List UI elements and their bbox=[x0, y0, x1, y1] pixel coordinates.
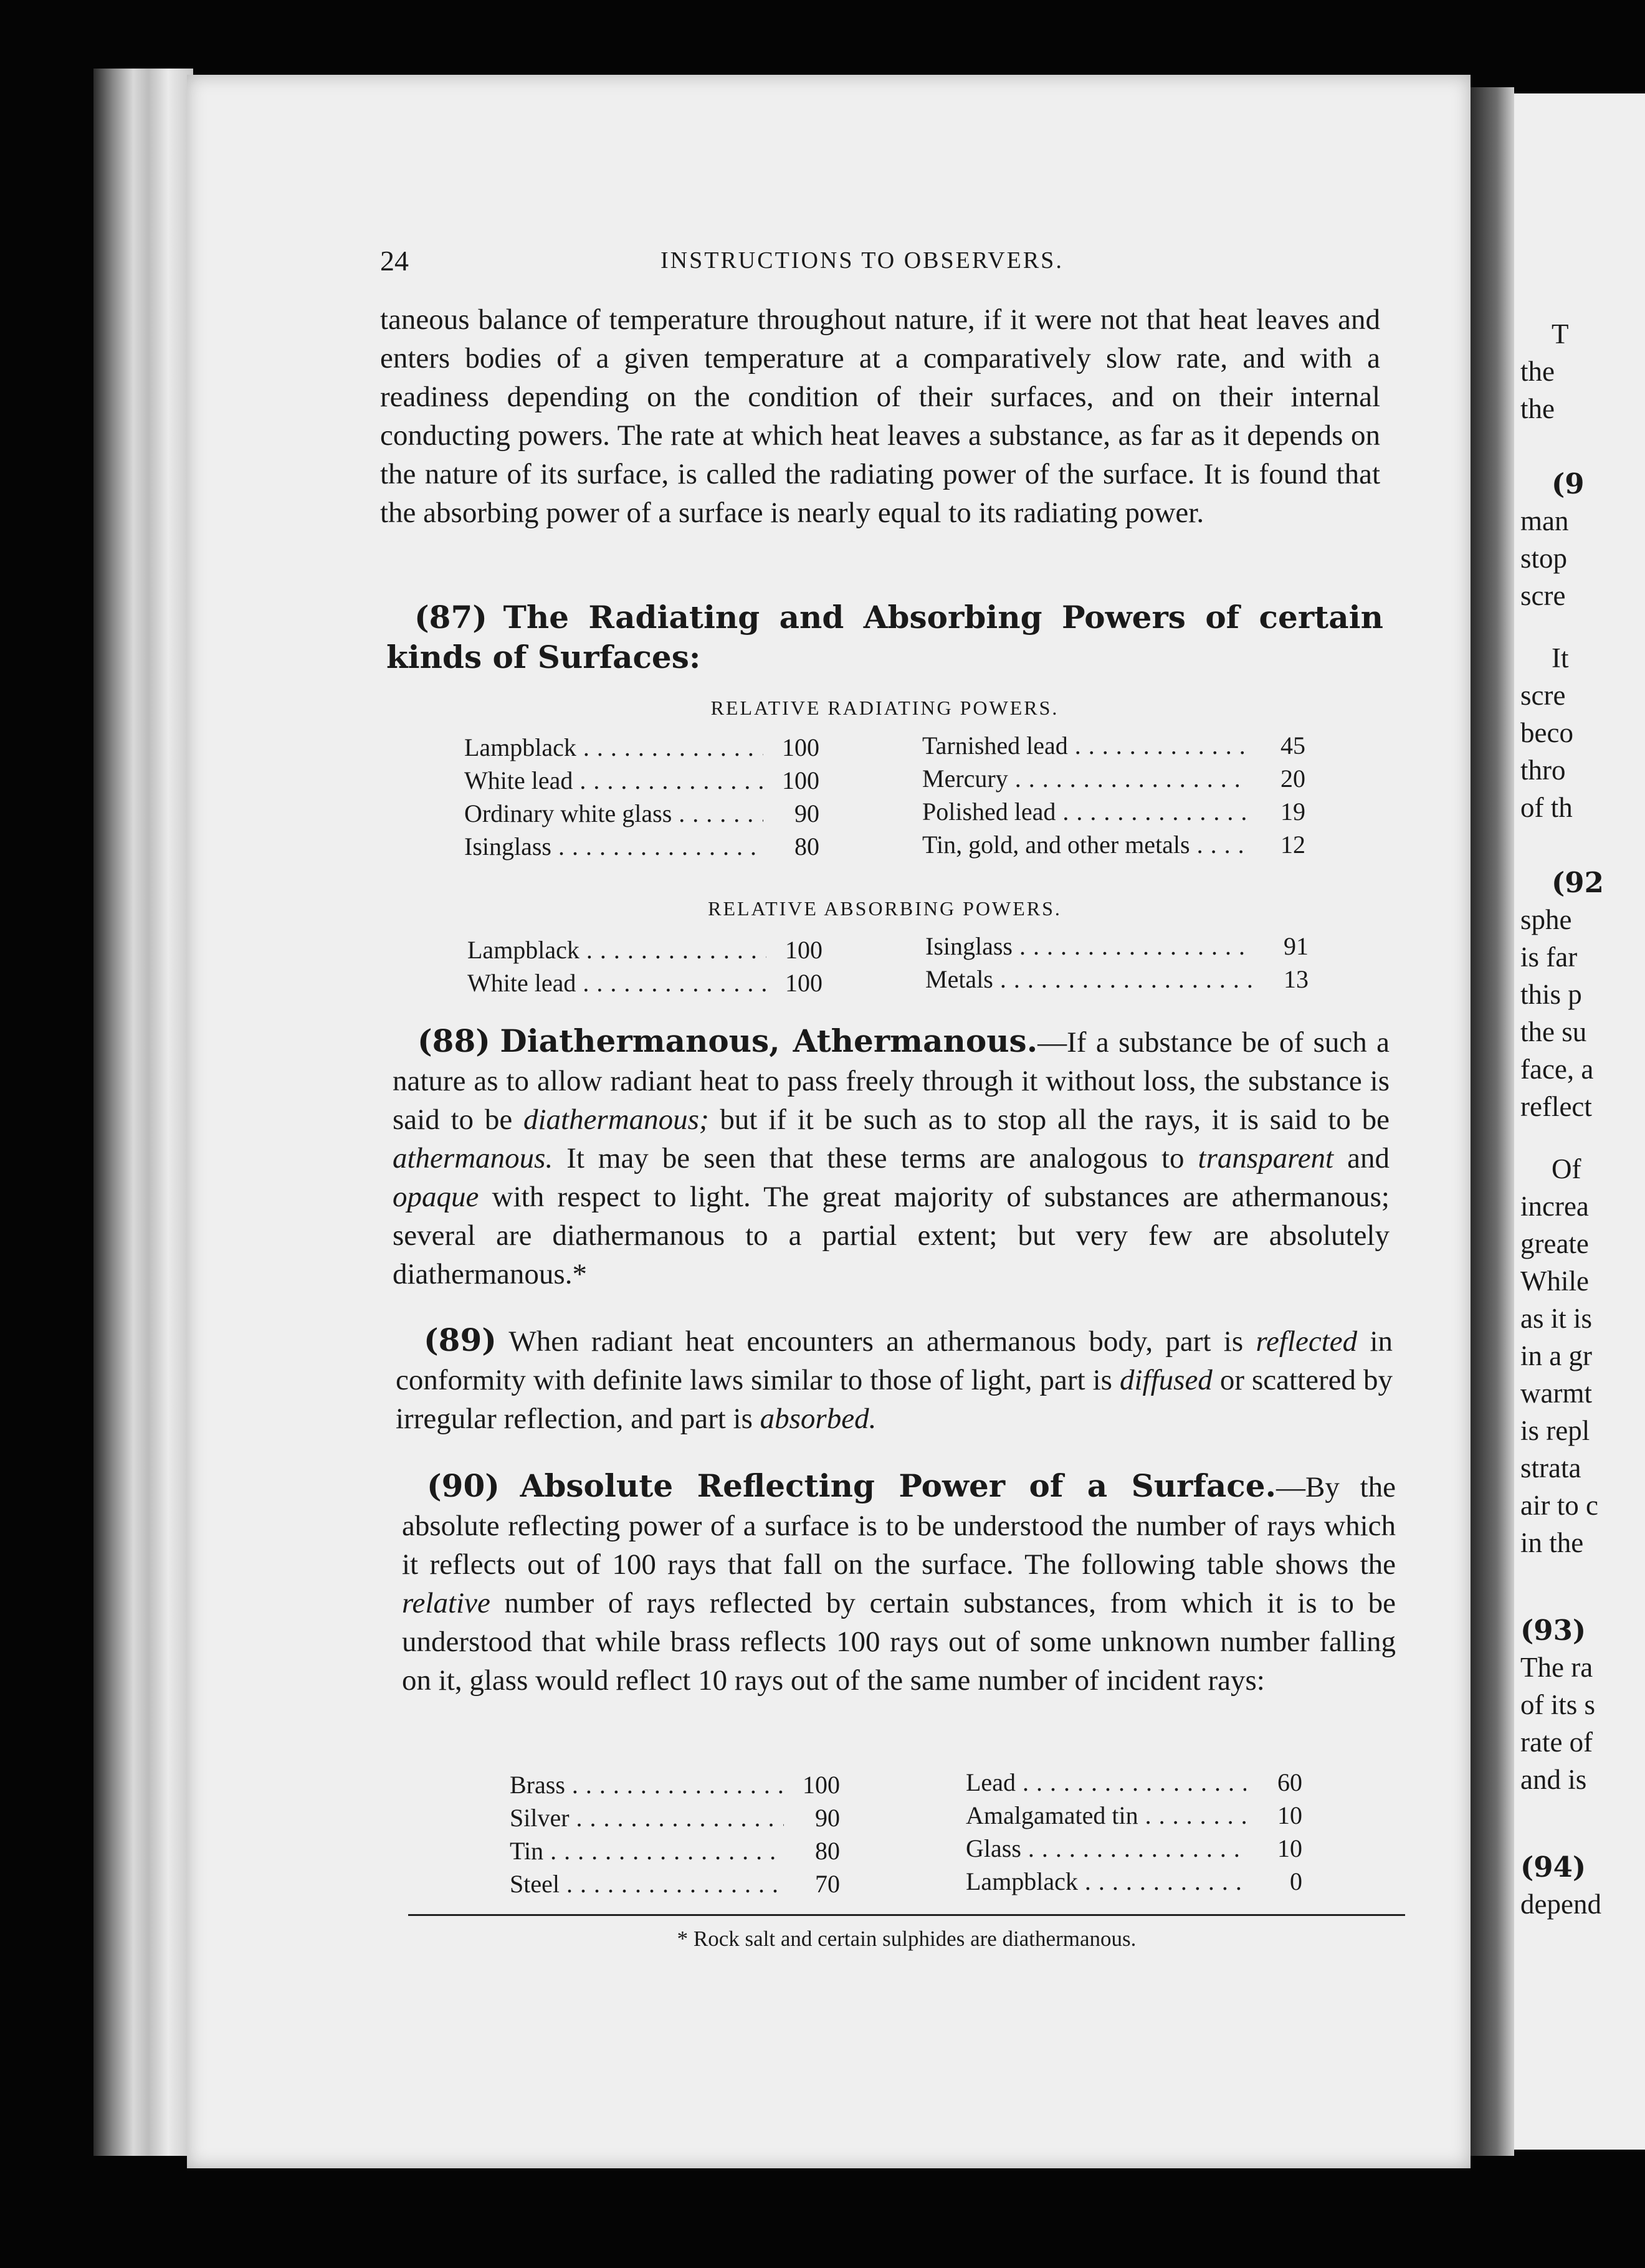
substance-name: Tin, gold, and other metals . . . bbox=[922, 830, 1249, 859]
substance-name: Lampblack . . . bbox=[966, 1867, 1246, 1896]
power-value: 0 bbox=[1290, 1867, 1302, 1895]
text-run: with respect to light. The great majority of substances are athermanous; several are diathermanous to a partial extent; but very few are absolutely diathermanous.* bbox=[393, 1181, 1390, 1290]
text-run: —If a substance be of such a nature as to allow radiant heat to pass freely through it without loss, the substance is said to be bbox=[393, 1026, 1390, 1136]
substance-name: Silver . . . bbox=[510, 1803, 784, 1832]
substance-name: Mercury . . . bbox=[922, 764, 1249, 793]
next-page-line-fragment: air to c bbox=[1520, 1490, 1598, 1521]
substance-name: Brass . . . bbox=[510, 1770, 784, 1799]
next-page-line-fragment: is repl bbox=[1520, 1415, 1590, 1446]
text-run: It may be seen that these terms are analogous to bbox=[553, 1142, 1198, 1174]
italic-term: diffused bbox=[1119, 1364, 1213, 1396]
italic-term: reflected bbox=[1256, 1325, 1358, 1358]
next-page-line-fragment: warmt bbox=[1520, 1378, 1592, 1409]
substance-name: Glass . . . bbox=[966, 1834, 1246, 1863]
section-89-paragraph bbox=[396, 1321, 1393, 1438]
next-page-line-fragment: the bbox=[1520, 393, 1555, 424]
power-value: 70 bbox=[815, 1870, 840, 1898]
table-row bbox=[510, 1834, 840, 1867]
next-page-line-fragment: thro bbox=[1520, 755, 1566, 786]
radiating-table-right bbox=[922, 729, 1305, 861]
next-page-line-fragment: (92 bbox=[1552, 866, 1604, 899]
section-90-paragraph bbox=[402, 1467, 1396, 1700]
power-value: 80 bbox=[815, 1837, 840, 1865]
table-row bbox=[464, 764, 819, 797]
next-page-line-fragment: depend bbox=[1520, 1889, 1601, 1920]
section-88-paragraph bbox=[393, 1022, 1390, 1294]
table-row bbox=[966, 1832, 1302, 1865]
table-row bbox=[922, 795, 1305, 828]
next-page-line-fragment: the su bbox=[1520, 1016, 1587, 1047]
next-page-line-fragment: (93) bbox=[1520, 1614, 1586, 1647]
power-value: 13 bbox=[1284, 965, 1309, 993]
next-page-line-fragment: as it is bbox=[1520, 1303, 1593, 1334]
table-row bbox=[464, 830, 819, 863]
next-page-line-fragment: this p bbox=[1520, 979, 1582, 1010]
power-value: 45 bbox=[1280, 731, 1305, 760]
power-value: 90 bbox=[815, 1804, 840, 1832]
power-value: 100 bbox=[785, 936, 822, 964]
section-number: (88) bbox=[417, 1022, 490, 1059]
italic-term: athermanous. bbox=[393, 1142, 553, 1174]
table-row bbox=[510, 1867, 840, 1900]
page-number: 24 bbox=[380, 245, 409, 277]
next-page-line-fragment: rate of bbox=[1520, 1727, 1593, 1758]
next-page-line-fragment: and is bbox=[1520, 1764, 1587, 1795]
next-page-line-fragment: It bbox=[1552, 642, 1569, 674]
power-value: 91 bbox=[1284, 932, 1309, 960]
reflecting-table-left bbox=[510, 1768, 840, 1900]
text-run: and bbox=[1333, 1142, 1390, 1174]
substance-name: Metals . . . bbox=[925, 965, 1252, 994]
section-number: (89) bbox=[424, 1322, 497, 1358]
table-row bbox=[922, 828, 1305, 861]
substance-name: White lead . . . bbox=[464, 766, 763, 795]
power-value: 12 bbox=[1280, 831, 1305, 859]
table-row bbox=[922, 762, 1305, 795]
substance-name: Lead . . . bbox=[966, 1768, 1246, 1797]
table-row bbox=[510, 1768, 840, 1801]
next-page-line-fragment: scre bbox=[1520, 580, 1566, 611]
next-page-line-fragment: stop bbox=[1520, 543, 1568, 574]
substance-name: Polished lead . . . bbox=[922, 797, 1249, 826]
page-header bbox=[380, 244, 1390, 282]
section-number: (90) bbox=[427, 1467, 500, 1504]
power-value: 20 bbox=[1280, 765, 1305, 793]
power-value: 80 bbox=[794, 832, 819, 860]
power-value: 19 bbox=[1280, 798, 1305, 826]
table-row bbox=[925, 930, 1309, 963]
next-page-line-fragment: scre bbox=[1520, 680, 1566, 711]
text-run: When radiant heat encounters an athermanous body, part is bbox=[496, 1325, 1256, 1358]
italic-term: relative bbox=[402, 1587, 490, 1619]
next-page-line-fragment: Of bbox=[1552, 1153, 1581, 1184]
footnote: * Rock salt and certain sulphides are diathermanous. bbox=[677, 1927, 1137, 1951]
right-page-fragment bbox=[1514, 93, 1645, 2150]
italic-term: diathermanous; bbox=[523, 1103, 709, 1136]
power-value: 10 bbox=[1277, 1834, 1302, 1862]
substance-name: White lead . . . bbox=[467, 968, 766, 998]
power-value: 90 bbox=[794, 799, 819, 827]
running-title: INSTRUCTIONS TO OBSERVERS. bbox=[660, 247, 1064, 274]
power-value: 100 bbox=[785, 969, 822, 997]
substance-name: Isinglass . . . bbox=[464, 832, 763, 861]
table-row bbox=[467, 966, 822, 999]
substance-name: Lampblack . . . bbox=[464, 733, 763, 762]
table-row bbox=[510, 1801, 840, 1834]
section-title: Absolute Reflecting Power of a Surface. bbox=[520, 1467, 1276, 1504]
next-page-line-fragment: of its s bbox=[1520, 1689, 1596, 1720]
text-run: but if it be such as to stop all the rays, it is said to be bbox=[708, 1103, 1390, 1136]
book-page-edges bbox=[93, 69, 193, 2156]
next-page-line-fragment: (9 bbox=[1552, 467, 1585, 500]
substance-name: Lampblack . . . bbox=[467, 935, 766, 965]
next-page-line-fragment: of th bbox=[1520, 792, 1573, 823]
intro-paragraph: taneous balance of temperature throughout nature, if it were not that heat leaves and enters bodies of a given temperature at a comparatively slow rate, and with a readiness depending on the condition of their surfaces, and on their internal conducting powers. The rate at which heat leaves a substance, as far as it depends on the nature of its surface, is called the radiating power of the surface. It is found that the absorbing power of a surface is nearly equal to its radiating power. bbox=[380, 303, 1380, 529]
substance-name: Tarnished lead . . . bbox=[922, 731, 1249, 760]
table-row bbox=[925, 963, 1309, 996]
substance-name: Tin . . . bbox=[510, 1836, 784, 1865]
next-page-line-fragment: beco bbox=[1520, 717, 1573, 748]
table-row bbox=[467, 933, 822, 966]
next-page-line-fragment: T bbox=[1552, 318, 1569, 350]
substance-name: Ordinary white glass . . . bbox=[464, 799, 763, 828]
next-page-line-fragment: face, a bbox=[1520, 1054, 1594, 1085]
next-page-line-fragment: strata bbox=[1520, 1452, 1581, 1484]
footnote-rule bbox=[408, 1914, 1405, 1916]
section-number: (87) bbox=[414, 599, 487, 636]
next-page-line-fragment: While bbox=[1520, 1265, 1589, 1297]
next-page-line-fragment: reflect bbox=[1520, 1091, 1592, 1122]
absorbing-caption: RELATIVE ABSORBING POWERS. bbox=[708, 897, 1062, 920]
power-value: 60 bbox=[1277, 1768, 1302, 1796]
table-row bbox=[464, 731, 819, 764]
reflecting-table-right bbox=[966, 1766, 1302, 1898]
radiating-caption: RELATIVE RADIATING POWERS. bbox=[710, 697, 1059, 719]
text-run: in conformity with definite laws similar to those of light, part is bbox=[396, 1325, 1393, 1396]
text-run: —By the absolute reflecting power of a surface is to be understood the number of rays which it reflects out of 100 rays that fall on the surface. The following table shows the bbox=[402, 1471, 1396, 1581]
section-title: The Radiating and Absorbing Powers of certain kinds of Surfaces: bbox=[386, 599, 1383, 675]
next-page-line-fragment: is far bbox=[1520, 941, 1578, 973]
table-row bbox=[966, 1766, 1302, 1799]
italic-term: transparent bbox=[1198, 1142, 1334, 1174]
next-page-line-fragment: in the bbox=[1520, 1527, 1584, 1558]
power-value: 100 bbox=[782, 766, 819, 794]
text-run: or scattered by irregular reflection, and part is bbox=[396, 1364, 1393, 1435]
absorbing-table-left bbox=[467, 933, 822, 999]
next-page-line-fragment: increa bbox=[1520, 1191, 1589, 1222]
substance-name: Isinglass . . . bbox=[925, 932, 1252, 961]
radiating-table-left bbox=[464, 731, 819, 863]
table-row bbox=[922, 729, 1305, 762]
table-row bbox=[464, 797, 819, 830]
text-run: number of rays reflected by certain substances, from which it is to be understood that while brass reflects 100 rays out of some unknown number falling on it, glass would reflect 10 rays out of the same number of incident rays: bbox=[402, 1587, 1396, 1697]
next-page-line-fragment: the bbox=[1520, 356, 1555, 387]
next-page-line-fragment: man bbox=[1520, 505, 1569, 536]
italic-term: opaque bbox=[393, 1181, 479, 1213]
section-title: Diathermanous, Athermanous. bbox=[500, 1022, 1038, 1059]
absorbing-table-right bbox=[925, 930, 1309, 996]
power-value: 100 bbox=[782, 733, 819, 761]
table-row bbox=[966, 1865, 1302, 1898]
next-page-line-fragment: (94) bbox=[1520, 1851, 1586, 1884]
book-gutter bbox=[1471, 87, 1514, 2156]
power-value: 10 bbox=[1277, 1801, 1302, 1829]
next-page-line-fragment: The ra bbox=[1520, 1652, 1593, 1683]
next-page-line-fragment: in a gr bbox=[1520, 1340, 1592, 1371]
italic-term: absorbed. bbox=[760, 1403, 877, 1435]
substance-name: Steel . . . bbox=[510, 1869, 784, 1899]
section-87-heading bbox=[386, 598, 1383, 678]
power-value: 100 bbox=[803, 1771, 840, 1799]
next-page-line-fragment: greate bbox=[1520, 1228, 1589, 1259]
next-page-line-fragment: sphe bbox=[1520, 904, 1572, 935]
substance-name: Amalgamated tin . . . bbox=[966, 1801, 1246, 1830]
table-row bbox=[966, 1799, 1302, 1832]
